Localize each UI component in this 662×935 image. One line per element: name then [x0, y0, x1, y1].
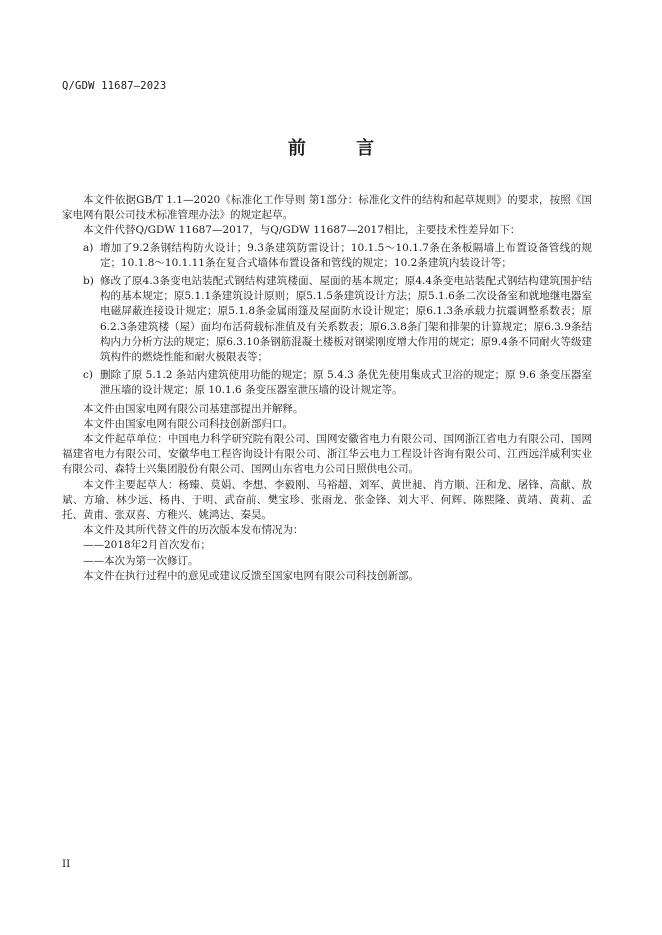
list-marker-c: c): [83, 369, 93, 382]
history-item-revision: ——本次为第一次修订。: [83, 554, 199, 567]
list-marker-a: a): [83, 241, 94, 254]
list-text-b: 修改了原4.3条变电站装配式钢结构建筑楼面、屋面的基本规定；原4.4条变电站装配式钢结构建筑围护结构的基本规定；原5.1.1条建筑设计原则；原5.1.5条建筑设计方法；原5.1.6条二次设备室和就地继电器室电磁屏蔽连接设计规定；原5.1.8条金属雨篷及屋面防水设计规定；原6.1.3条承载力抗震调整系数表；原6.2.3条建筑楼（屋）面均布活荷载标准值及有关系数表；原6.3.8条门架和排架的计算规定；原6.3.9条结构内力分析方法的规定；原6.3.10条钢筋混凝土楼板对钢梁刚度增大作用的规定；原9.4条不同耐火等级建筑构件的燃烧性能和耐火极限表等；: [100, 275, 592, 364]
page-title: 前 言: [287, 138, 397, 159]
list-marker-b: b): [83, 275, 94, 288]
paragraph-feedback: 本文件在执行过程中的意见或建议反馈至国家电网有限公司科技创新部。: [83, 569, 419, 582]
list-item-b: [62, 274, 592, 365]
paragraph-custodian: 本文件由国家电网有限公司科技创新部归口。: [83, 417, 293, 430]
paragraph-drafting-units: 本文件起草单位：中国电力科学研究院有限公司、国网安徽省电力有限公司、国网浙江省电力有限公司、国网福建省电力有限公司、安徽华电工程咨询设计有限公司、浙江华云电力工程设计咨询有限公司、江西远洋威利实业有限公司、森特士兴集团股份有限公司、国网山东省电力公司日照供电公司。: [62, 433, 592, 476]
paragraph-basis: 本文件依据GB/T 1.1—2020《标准化工作导则 第1部分：标准化文件的结构和起草规则》的要求，按照《国家电网有限公司技术标准管理办法》的规定起草。: [62, 194, 592, 222]
paragraph-history: 本文件及其所代替文件的历次版本发布情况为：: [83, 524, 304, 537]
document-code: Q/GDW 11687—2023: [62, 80, 167, 92]
list-item-a: [62, 241, 592, 271]
list-text-a: 增加了9.2条钢结构防火设计；9.3条建筑防雷设计；10.1.5～10.1.7条在条板隔墙上布置设备管线的规定；10.1.8～10.1.11条在复合式墙体布置设备和管线的规定；10.2条建筑内装设计等；: [100, 241, 592, 269]
paragraph-replacement: 本文件代替Q/GDW 11687—2017，与Q/GDW 11687—2017相比，主要技术性差异如下：: [83, 224, 521, 237]
foreword-body: [62, 193, 592, 584]
history-item-first: ——2018年2月首次发布；: [83, 539, 211, 552]
list-text-c: 删除了原 5.1.2 条站内建筑使用功能的规定；原 5.4.3 条优先使用集成式卫浴的规定；原 9.6 条变压器室泄压墙的设计规定；原 10.1.6 条变压器室泄压墙的设计规定等。: [100, 369, 592, 397]
list-item-c: [62, 368, 592, 398]
paragraph-proposer: 本文件由国家电网有限公司基建部提出并解释。: [83, 402, 304, 415]
paragraph-drafters: 本文件主要起草人：杨臻、莫娟、李想、李毅刚、马裕超、刘军、黄世昶、肖方顺、汪和龙、屠锋、高献、敖斌、方瑜、林少远、杨冉、于明、武奋前、樊宝珍、张雨龙、张金锋、刘大平、何辉、陈熙隆、黄靖、黄莉、孟托、黄甫、张双喜、方稚兴、姚鸿达、秦昊。: [62, 478, 592, 522]
page-number: II: [62, 858, 71, 870]
